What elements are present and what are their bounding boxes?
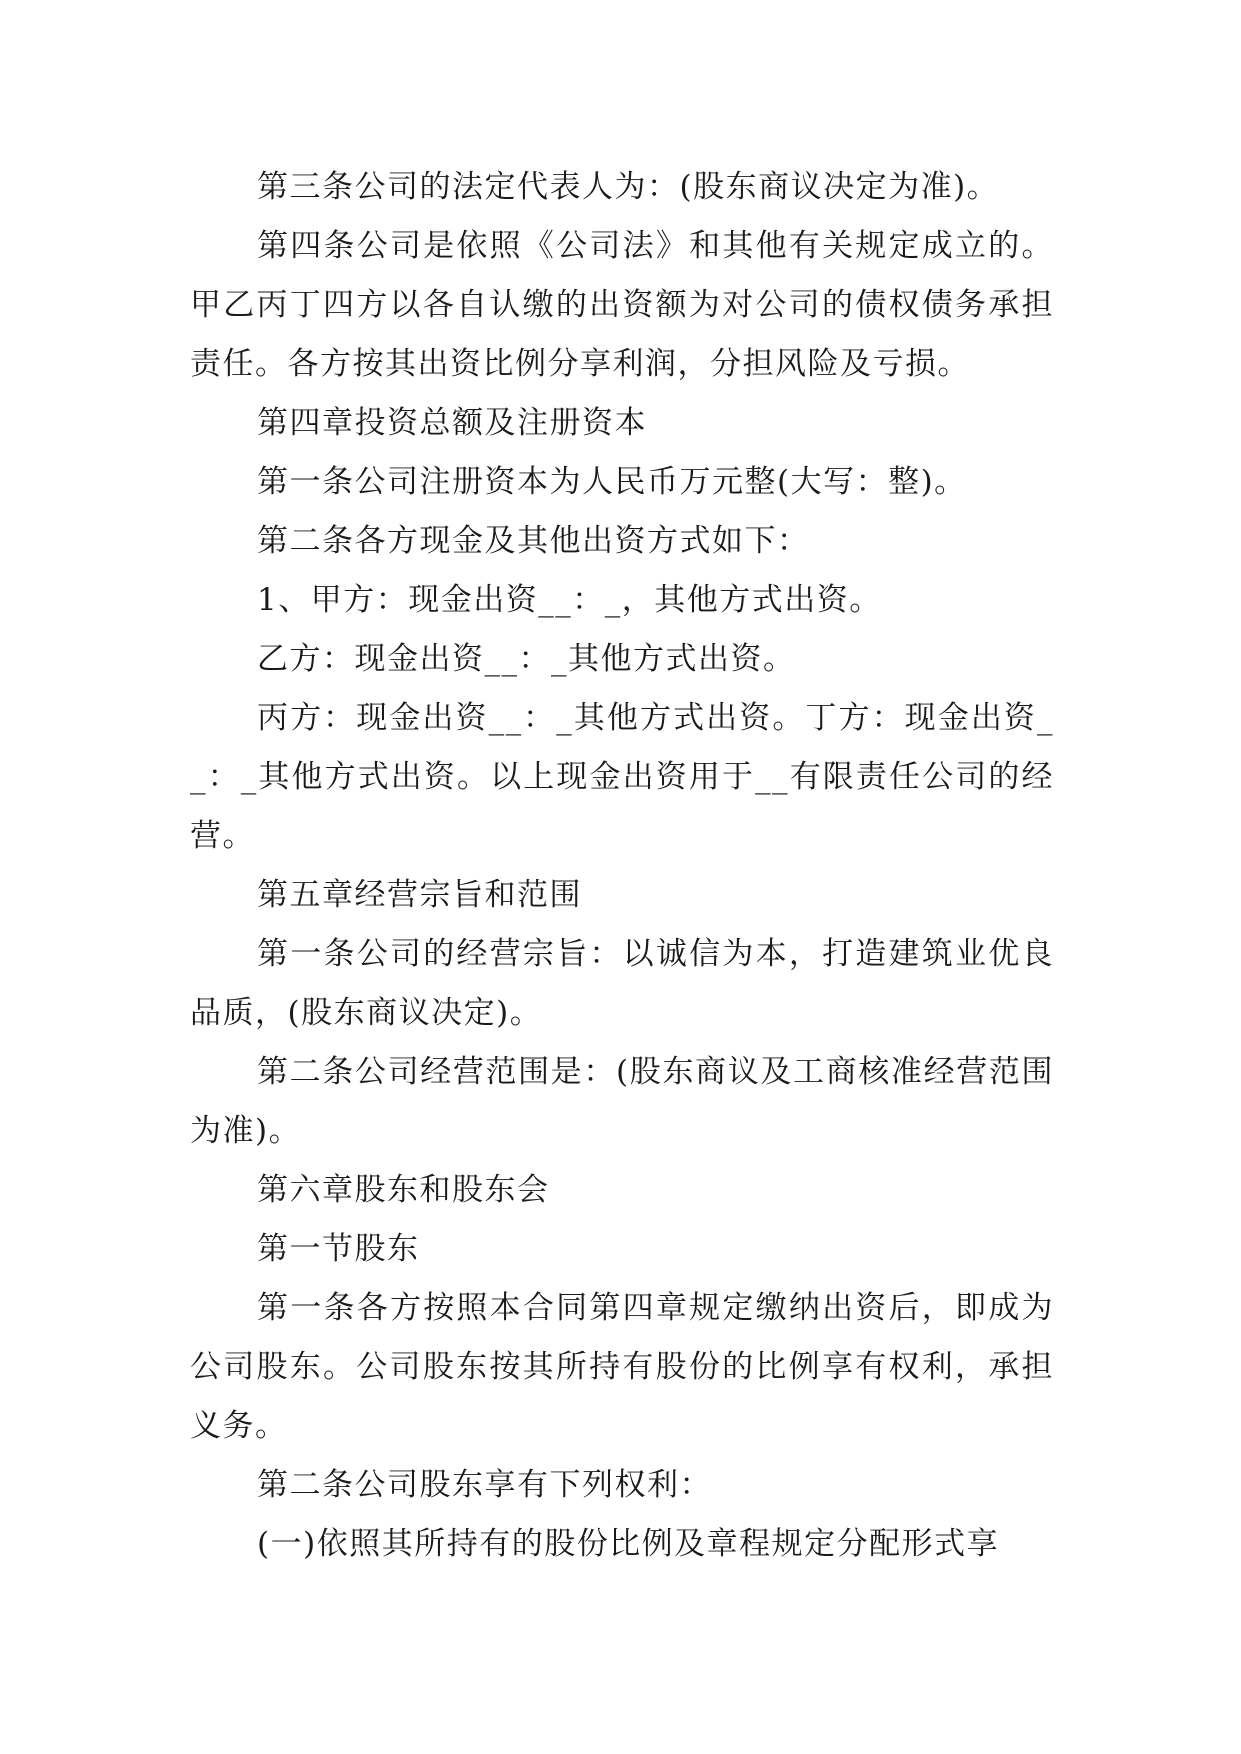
chapter-4-article-1: 第一条公司注册资本为人民币万元整(大写：整)。 <box>257 464 967 500</box>
article-3-legal-representative: 第三条公司的法定代表人为：(股东商议决定为准)。 <box>257 169 1000 205</box>
chapter-5-heading: 第五章经营宗旨和范围 <box>257 877 582 913</box>
document-body <box>190 158 1054 1574</box>
section-1-article-2: 第二条公司股东享有下列权利： <box>257 1467 712 1503</box>
chapter-6-heading: 第六章股东和股东会 <box>257 1172 550 1208</box>
shareholder-right-1: (一)依照其所持有的股份比例及章程规定分配形式享 <box>257 1526 1000 1562</box>
party-a-contribution: 1、甲方：现金出资__：_，其他方式出资。 <box>257 582 882 618</box>
chapter-4-article-2: 第二条各方现金及其他出资方式如下： <box>257 523 810 559</box>
chapter-4-heading: 第四章投资总额及注册资本 <box>257 405 647 441</box>
article-4-company-law-liability: 第四条公司是依照《公司法》和其他有关规定成立的。甲乙丙丁四方以各自认缴的出资额为对公司的债权债务承担责任。各方按其出资比例分享利润，分担风险及亏损。 <box>190 228 1054 382</box>
party-b-contribution: 乙方：现金出资__：_其他方式出资。 <box>257 641 796 677</box>
chapter-5-article-2: 第二条公司经营范围是：(股东商议及工商核准经营范围为准)。 <box>190 1054 1054 1149</box>
section-1-article-1: 第一条各方按照本合同第四章规定缴纳出资后，即成为公司股东。公司股东按其所持有股份的比例享有权利，承担义务。 <box>190 1290 1054 1444</box>
chapter-5-article-1: 第一条公司的经营宗旨：以诚信为本，打造建筑业优良品质，(股东商议决定)。 <box>190 936 1054 1031</box>
party-c-d-contribution: 丙方：现金出资__：_其他方式出资。丁方：现金出资__：_其他方式出资。以上现金出资用于__有限责任公司的经营。 <box>190 700 1054 854</box>
section-1-heading: 第一节股东 <box>257 1231 420 1267</box>
